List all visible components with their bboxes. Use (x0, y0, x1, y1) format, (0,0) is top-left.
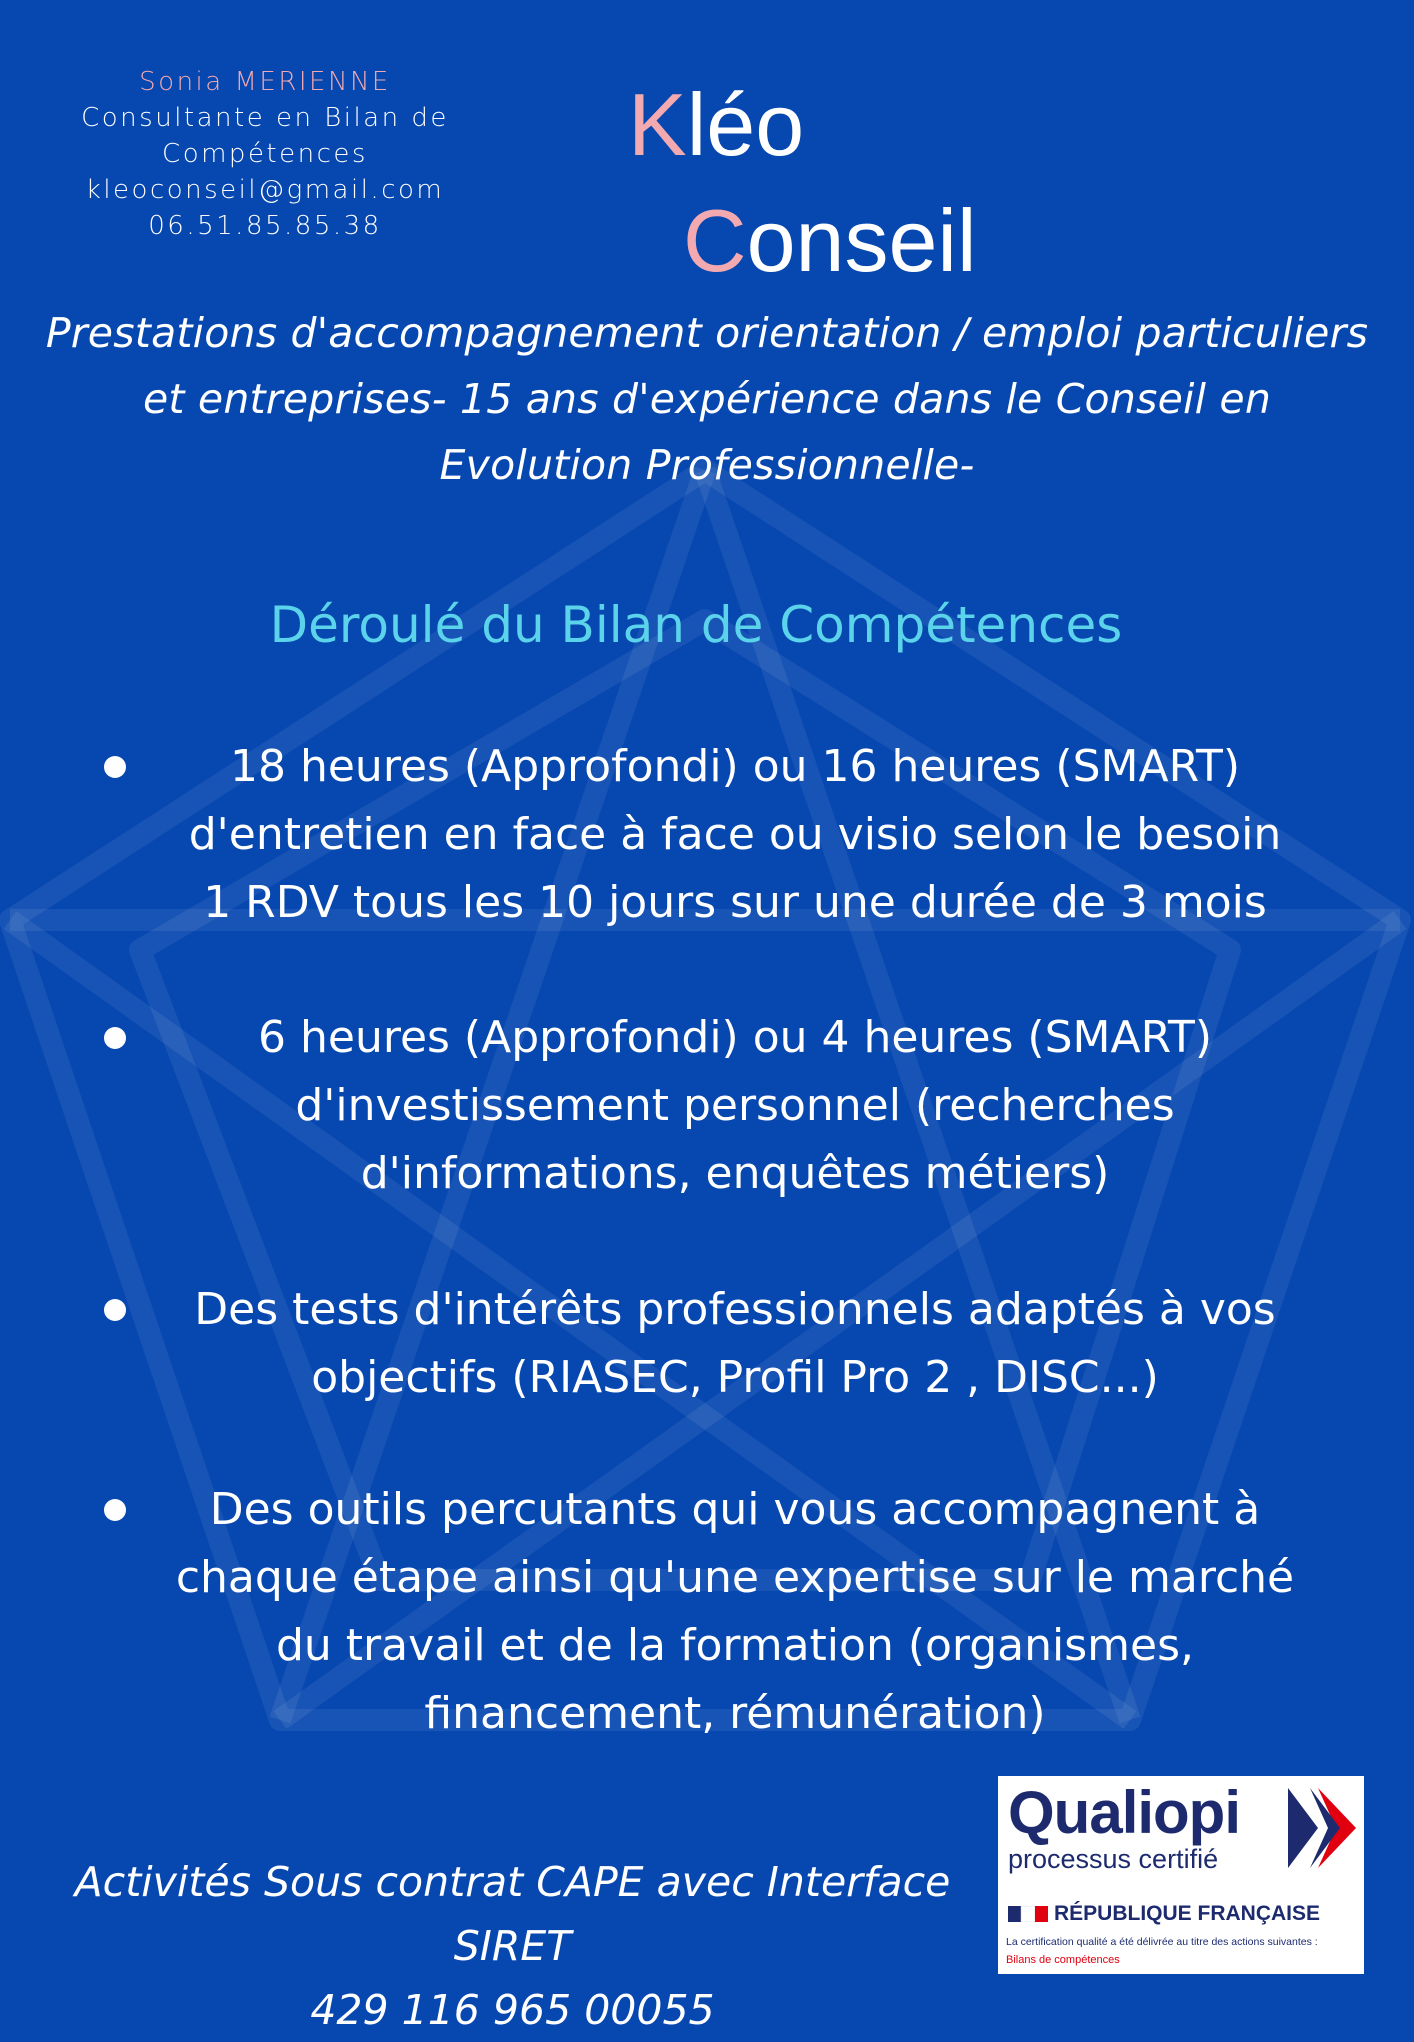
list-item-line: financement, rémunération) (424, 1688, 1046, 1739)
list-item-line: Des outils percutants qui vous accompagnent à (209, 1484, 1261, 1535)
logo-word-conseil (683, 186, 977, 296)
contact-phone[interactable]: 06.51.85.85.38 (148, 211, 382, 241)
logo-word-kleo (628, 70, 804, 180)
list-item-line: objectifs (RIASEC, Profil Pro 2 , DISC...) (311, 1352, 1159, 1403)
list-item-text (150, 1004, 1320, 1208)
list-item-line: chaque étape ainsi qu'une expertise sur le marché (175, 1552, 1295, 1603)
list-item-line: d'entretien en face à face ou visio selon le besoin (188, 809, 1282, 860)
list-item-line: du travail et de la formation (organismes, (275, 1620, 1194, 1671)
list-item-line: 6 heures (Approfondi) ou 4 heures (SMART) (258, 1012, 1212, 1063)
logo-initial-c: C (683, 191, 747, 290)
section-title: Déroulé du Bilan de Compétences (269, 596, 1123, 654)
consultant-name: Sonia MERIENNE (139, 67, 391, 97)
qualiopi-subtitle: processus certifié (1008, 1844, 1219, 1874)
kleo-conseil-logo (628, 70, 1148, 300)
consultant-role-line2: Compétences (162, 139, 368, 169)
intro-text: Prestations d'accompagnement orientation / emploi particuliers et entreprises- 15 ans d'expérience dans le Conseil en Evolution Professionnelle- (45, 309, 1369, 489)
bullet-icon (104, 1499, 126, 1521)
footer-siret (40, 1850, 985, 2042)
qualiopi-brand: Qualiopi (1008, 1779, 1240, 1846)
bullet-icon (104, 1299, 126, 1321)
qualiopi-scope: Bilans de compétences (1006, 1954, 1120, 1966)
logo-initial-k: K (628, 75, 687, 174)
list-item-line: d'informations, enquêtes métiers) (360, 1148, 1110, 1199)
qualiopi-cert-text: La certification qualité a été délivrée au titre des actions suivantes : (1006, 1936, 1318, 1948)
list-item-line: 18 heures (Approfondi) ou 16 heures (SMART) (230, 741, 1240, 792)
consultant-role-line1: Consultante en Bilan de (81, 103, 449, 133)
footer-line2: 429 116 965 00055 (310, 1986, 715, 2034)
contact-email[interactable]: kleoconseil@gmail.com (85, 175, 445, 205)
qualiopi-certification-badge (998, 1776, 1364, 1974)
french-flag-icon (1008, 1906, 1048, 1922)
qualiopi-republique: RÉPUBLIQUE FRANÇAISE (1054, 1902, 1321, 1925)
list-item-line: d'investissement personnel (recherches (295, 1080, 1175, 1131)
bullet-icon (104, 756, 126, 778)
list-item-line: Des tests d'intérêts professionnels adaptés à vos (194, 1284, 1276, 1335)
bullet-icon (104, 1027, 126, 1049)
list-item-text (150, 1476, 1320, 1748)
contact-block (55, 64, 475, 244)
logo-rest-conseil: onseil (746, 191, 977, 290)
logo-rest-kleo: léo (686, 75, 805, 174)
list-item-text (150, 1276, 1320, 1412)
list-item-text (150, 733, 1320, 937)
qualiopi-arrows-icon (1288, 1788, 1358, 1868)
list-item-line: 1 RDV tous les 10 jours sur une durée de 3 mois (203, 877, 1267, 928)
footer-line1: Activités Sous contrat CAPE avec Interface SIRET (74, 1858, 951, 1970)
